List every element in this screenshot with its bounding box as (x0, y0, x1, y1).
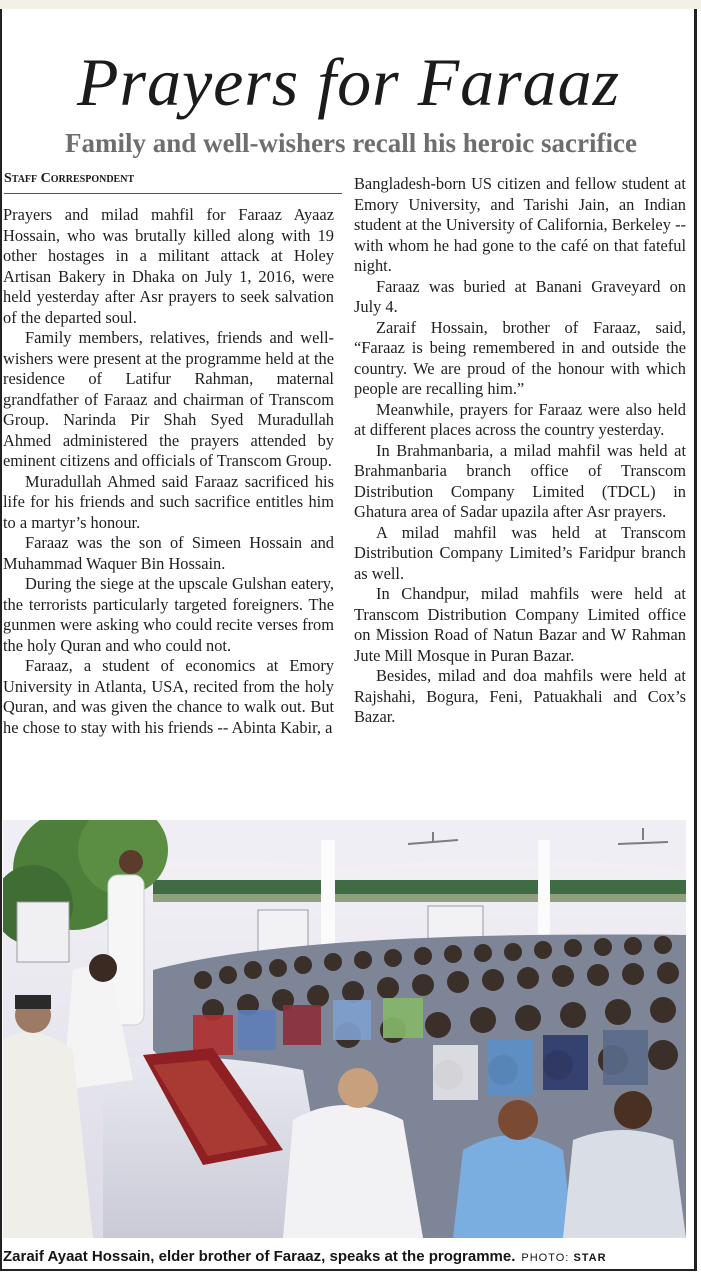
article-column-2 (354, 174, 686, 728)
paragraph: Bangladesh-born US citizen and fellow student at Emory University, and Tarishi Jain, an Indian student at the University of California, Berkeley -- with whom he had gone to the café on that fateful night. (354, 174, 686, 275)
article-photo (3, 820, 686, 1238)
paragraph: Family members, relatives, friends and well-wishers were present at the programme held at the residence of Latifur Rahman, maternal grandfather of Faraaz and chairman of Transcom Group. Narinda Pir Shah Syed Muradullah Ahmed administered the prayers attended by eminent citizens and officials of Transcom Group. (3, 328, 334, 470)
photo-caption (3, 1247, 693, 1268)
photo-credit (521, 1252, 606, 1264)
paragraph: In Brahmanbaria, a milad mahfil was held at Brahmanbaria branch office of Transcom Distribution Company Limited (TDCL) in Ghatura area of Sadar upazila after Asr prayers. (354, 440, 686, 521)
paragraph: Faraaz, a student of economics at Emory University in Atlanta, USA, recited from the holy Quran, and was given the chance to walk out. But he chose to stay with his friends -- Abinta Kabir, a (3, 656, 334, 737)
paragraph: Besides, milad and doa mahfils were held at Rajshahi, Bogura, Feni, Patuakhali and Cox’s Bazar. (354, 666, 686, 726)
article-byline: Staff Correspondent (4, 170, 342, 194)
article-column-1 (3, 205, 334, 738)
article-headline: Prayers for Faraaz (76, 44, 621, 120)
paragraph: Meanwhile, prayers for Faraaz were also held at different places across the country yesterday. (354, 399, 686, 439)
paragraph: In Chandpur, milad mahfils were held at Transcom Distribution Company Limited office on Mission Road of Natun Bazar and W Rahman Jute Mill Mosque in Puran Bazar. (354, 584, 686, 665)
paragraph: Zaraif Hossain, brother of Faraaz, said, “Faraaz is being remembered in and outside the country. We are proud of the honour with which people are recalling him.” (354, 317, 686, 398)
photo-credit-label: PHOTO: (521, 1252, 570, 1264)
paragraph: Prayers and milad mahfil for Faraaz Ayaaz Hossain, who was brutally killed along with 19 other hostages in a militant attack at Holey Artisan Bakery in Dhaka on July 1, 2016, were held yesterday after Asr prayers to seek salvation of the departed soul. (3, 205, 334, 327)
paragraph: Muradullah Ahmed said Faraaz sacrificed his life for his friends and such sacrifice entitles him to a martyr’s honour. (3, 471, 334, 532)
paragraph: Faraaz was the son of Simeen Hossain and Muhammad Waquer Bin Hossain. (3, 533, 334, 573)
page-top-strip (0, 0, 701, 9)
paragraph: A milad mahfil was held at Transcom Distribution Company Limited’s Faridpur branch as well. (354, 522, 686, 583)
paragraph: During the siege at the upscale Gulshan eatery, the terrorists particularly targeted foreigners. The gunmen were asking who could recite verses from the holy Quran and who could not. (3, 574, 334, 655)
article-subheadline: Family and well-wishers recall his heroic sacrifice (65, 128, 637, 158)
paragraph: Faraaz was buried at Banani Graveyard on July 4. (354, 276, 686, 316)
caption-text: Zaraif Ayaat Hossain, elder brother of Faraaz, speaks at the programme. (3, 1248, 516, 1265)
photo-credit-source: STAR (573, 1252, 607, 1264)
